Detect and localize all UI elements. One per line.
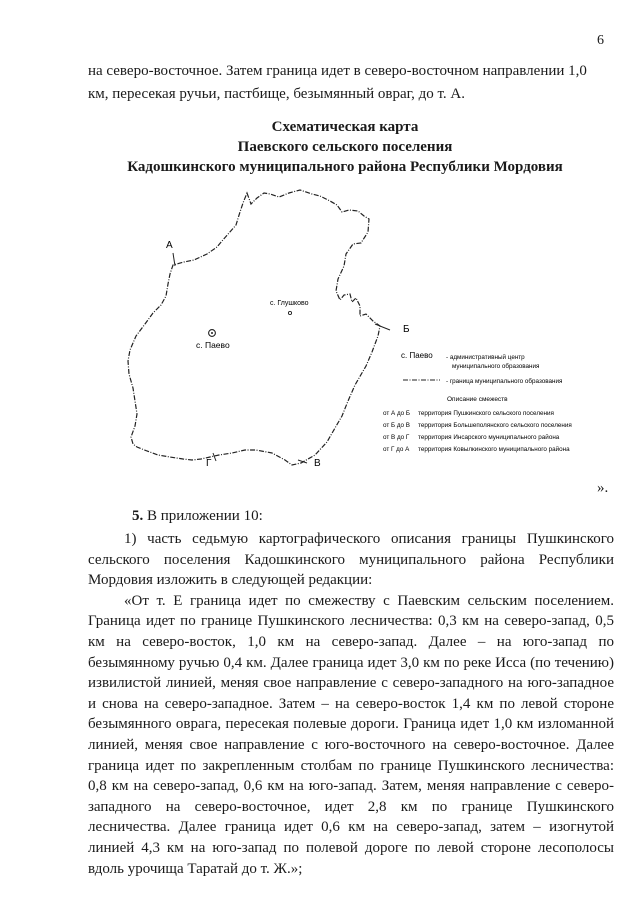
intro-paragraph: на северо-восточное. Затем граница идет в северо-восточном направлении 1,0 км, пересекая ручьи, пастбище, безымянный овраг, до т. А. (88, 63, 587, 102)
paragraph-2: «От т. Е граница идет по смежеству с Паевским сельским поселением. Граница идет по границе Пушкинского лесничества: 0,3 км на северо-запад, 0,5 км на северо-восток, 1,0 км на северо-запад. Далее – на юго-запад по безымянному ручью 0,4 км. Далее граница идет 3,0 км по реке Исса (по течению) извилистой линией, меняя свое направление с северо-западного на юго-западное и снова на северо-западное. Затем – на северо-восток 1,4 км по левой стороне безымянного оврага, пересекая полевые дороги. Граница идет 1,0 км изломанной линией, меняя свое направление с юго-восточного на северо-восточное. Далее граница идет по закрепленным столбам по границе Пушкинского лесничества: 0,8 км на северо-запад, 0,6 км на юго-запад. Затем, меняя направление с северо-западного на северо-восточное, идет 2,8 км по границе Пушкинского лесничества. Далее граница идет 0,6 км на северо-запад, затем – изогнутой линией 4,3 км на юго-запад по полевой дороге по левой стороне лесополосы вдоль урочища Таратай до т. Ж.»; (88, 592, 614, 877)
legend-row-3-desc: территория Инсарского муниципального района (418, 434, 560, 441)
point-g-tick (213, 453, 216, 461)
paragraph-1: 1) часть седьмую картографического описания границы Пушкинского сельского поселения Кадошкинского муниципального района Республики Мордовия изложить в следующей редакции: (88, 531, 614, 589)
glushkovo-label: с. Глушково (270, 300, 309, 307)
legend-center-desc-1: - административный центр (446, 354, 525, 361)
legend-adjacency-title: Описание смежеств (447, 396, 508, 403)
map-legend (383, 351, 572, 453)
legend-boundary-desc: - граница муниципального образования (446, 378, 563, 385)
municipal-boundary (128, 190, 380, 465)
legend-row-1-desc: территория Пушкинского сельского поселения (418, 410, 554, 417)
section-title: В приложении 10: (143, 508, 263, 524)
legend-row-4-desc: территория Ковылкинского муниципального района (418, 446, 570, 453)
legend-center-desc-2: муниципального образования (452, 363, 540, 370)
section-heading (132, 508, 263, 525)
page-number: 6 (597, 33, 604, 48)
point-g-label: Г (206, 458, 212, 469)
section-number: 5. (132, 508, 144, 524)
map-title-line-2: Паевского сельского поселения (237, 139, 453, 155)
point-b-label: Б (403, 324, 410, 335)
point-a-label: А (166, 240, 173, 251)
map-title-line-3: Кадошкинского муниципального района Республики Мордовия (127, 159, 563, 175)
legend-row-2-desc: территория Большеполянского сельского поселения (418, 422, 572, 429)
legend-center-label: с. Паево (401, 351, 433, 360)
paevo-label: с. Паево (196, 340, 230, 350)
quote-end-mark: ». (597, 480, 609, 496)
paevo-center-dot (211, 332, 213, 334)
point-v-label: В (314, 458, 321, 469)
legend-row-3-range: от В до Г (383, 434, 410, 441)
point-a-tick (173, 253, 175, 266)
section-body (88, 529, 614, 879)
map-title-line-1: Схематическая карта (271, 119, 419, 135)
legend-row-4-range: от Г до А (383, 446, 410, 453)
legend-row-1-range: от А до Б (383, 410, 411, 417)
point-b-tick (375, 324, 390, 330)
glushkovo-marker (288, 311, 291, 314)
legend-row-2-range: от Б до В (383, 422, 411, 429)
